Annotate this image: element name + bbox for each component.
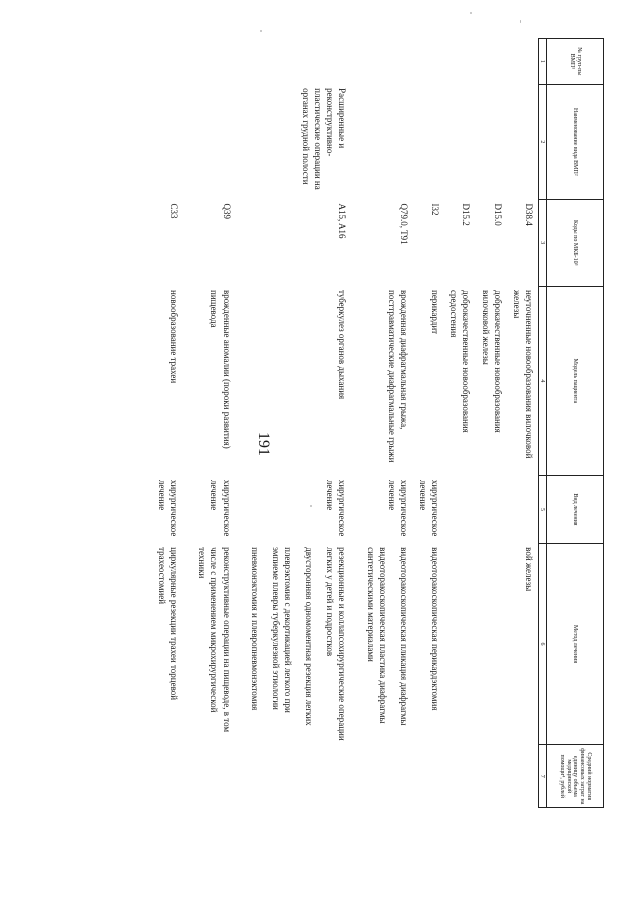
- cell-vid: [413, 84, 444, 199]
- header-model: Модель пациента: [547, 286, 604, 476]
- cell-metod: [413, 543, 444, 745]
- cell-group: [143, 39, 183, 85]
- metod-line: плеврэктомия с декортикацией легкого при эмпиеме плевры туберкулезной этиологии: [270, 547, 294, 713]
- cell-lechenie: хирургическое лечение: [386, 479, 409, 537]
- column-number: 3: [539, 200, 547, 287]
- metod-line: реконструктивные операции на пищеводе, в том числе с применением микрохирургической техники: [197, 547, 232, 733]
- column-number-row: [539, 39, 547, 808]
- table-row: [475, 39, 506, 808]
- table-row: [143, 39, 183, 808]
- header-metod: Метод лечения: [547, 543, 604, 745]
- cell-normativ: [413, 745, 444, 808]
- cell-metod: [183, 543, 235, 745]
- column-number: 4: [539, 286, 547, 476]
- header-lechenie: Вид лечения: [547, 476, 604, 543]
- cell-lechenie: хирургическое лечение: [325, 479, 348, 537]
- cell-lechenie: хирургическое лечение: [157, 479, 180, 537]
- cell-kod: A15, A16: [337, 203, 348, 239]
- cell-model: врожденные аномалии (пороки развития) пищевода: [209, 290, 232, 449]
- metod-line: резекционные и коллапсохирургические операции легких у детей и подростков: [325, 547, 348, 741]
- cell-group: [507, 39, 539, 85]
- table-row: [444, 39, 475, 808]
- cell-kod: D15.0: [492, 203, 503, 226]
- cell-vid: [475, 84, 506, 199]
- cell-metod: [444, 543, 475, 745]
- cell-vid: [444, 84, 475, 199]
- header-kod: Коды по МКБ-10³: [547, 200, 604, 287]
- cell-vid: [507, 84, 539, 199]
- cell-kod: C33: [169, 203, 180, 219]
- cell-model: доброкачественные новообразования средостения: [449, 290, 472, 433]
- cell-normativ: [236, 745, 352, 808]
- column-number: 7: [539, 745, 547, 808]
- cell-lechenie: хирургическое лечение: [209, 479, 232, 537]
- cell-lechenie: [475, 476, 506, 543]
- header-group: № груп-пы ВМП¹: [547, 39, 604, 85]
- cell-model: врожденная диафрагмальная грыжа, посттравматические диафрагмальные грыжи: [386, 290, 409, 463]
- cell-group: [475, 39, 506, 85]
- cell-normativ: [143, 745, 183, 808]
- cell-group: [351, 39, 412, 85]
- cell-kod: D15.2: [461, 203, 472, 226]
- cell-lechenie: [507, 476, 539, 543]
- metod-line: видеоторакоскопическая перикардэктомия: [430, 547, 441, 711]
- cell-normativ: [183, 745, 235, 808]
- cell-model: новообразование трахеи: [169, 290, 180, 384]
- cell-normativ: [351, 745, 412, 808]
- header-row: [547, 39, 604, 808]
- cell-lechenie: [444, 476, 475, 543]
- column-number: 6: [539, 543, 547, 745]
- cell-model: перикардит: [430, 290, 441, 335]
- header-vid: Наименование вида ВМП²: [547, 84, 604, 199]
- cell-metod: [236, 543, 352, 745]
- cell-normativ: [507, 745, 539, 808]
- cell-group: [236, 39, 352, 85]
- scan-speck: [470, 12, 472, 14]
- cell-vid: Расширенные и реконструктивно-пластические операции на органах грудной полости: [301, 88, 348, 190]
- cell-metod: [143, 543, 183, 745]
- rotated-table-container: [84, 38, 604, 808]
- metod-line: двусторонняя одномоментная резекция легких: [304, 547, 315, 726]
- cell-kod: D38.4: [524, 203, 534, 226]
- cell-metod: [507, 543, 539, 745]
- metod-line: циркулярные резекции трахеи торцевой трахеостомией: [157, 547, 180, 701]
- table-row: [413, 39, 444, 808]
- cell-group: [183, 39, 235, 85]
- cell-model: неуточненные новообразования вилочковой железы: [511, 290, 534, 459]
- cell-model: туберкулез органов дыхания: [337, 290, 348, 400]
- cell-kod: Q39: [221, 203, 232, 219]
- cell-group: [444, 39, 475, 85]
- cell-vid: [183, 84, 235, 199]
- metod-line: видеоторакоскопическая пликация диафрагмы: [398, 547, 409, 726]
- table-row: [183, 39, 235, 808]
- table-row: [236, 39, 352, 808]
- metod-line: видеоторакоскопическая пластика диафрагмы синтетическими материалами: [365, 547, 388, 724]
- cell-model: доброкачественные новообразования вилочковой железы: [480, 290, 503, 433]
- cell-vid: [351, 84, 412, 199]
- column-number: 5: [539, 476, 547, 543]
- cell-metod: [351, 543, 412, 745]
- cell-lechenie: хирургическое лечение: [418, 479, 441, 537]
- cell-kod: Q79.0, T91: [398, 203, 409, 245]
- page-number: 191: [255, 432, 272, 456]
- header-normativ: Средний норматив финансовых затрат на единицу объема медицинской помощи⁴, рублей: [547, 745, 604, 808]
- scan-speck: [260, 30, 262, 32]
- cell-normativ: [444, 745, 475, 808]
- cell-group: [413, 39, 444, 85]
- table-row: [507, 39, 539, 808]
- cell-vid: [143, 84, 183, 199]
- cell-kod: I32: [430, 203, 441, 216]
- scan-speck: [520, 20, 521, 23]
- metod-line: пневмонэктомия и плевропневмонэктомия: [249, 547, 260, 711]
- medical-care-table: [143, 38, 604, 808]
- scan-speck: [310, 505, 312, 507]
- metod-line: вой железы: [524, 547, 534, 592]
- cell-metod: [475, 543, 506, 745]
- table-row: [351, 39, 412, 808]
- column-number: 2: [539, 84, 547, 199]
- column-number: 1: [539, 39, 547, 85]
- cell-normativ: [475, 745, 506, 808]
